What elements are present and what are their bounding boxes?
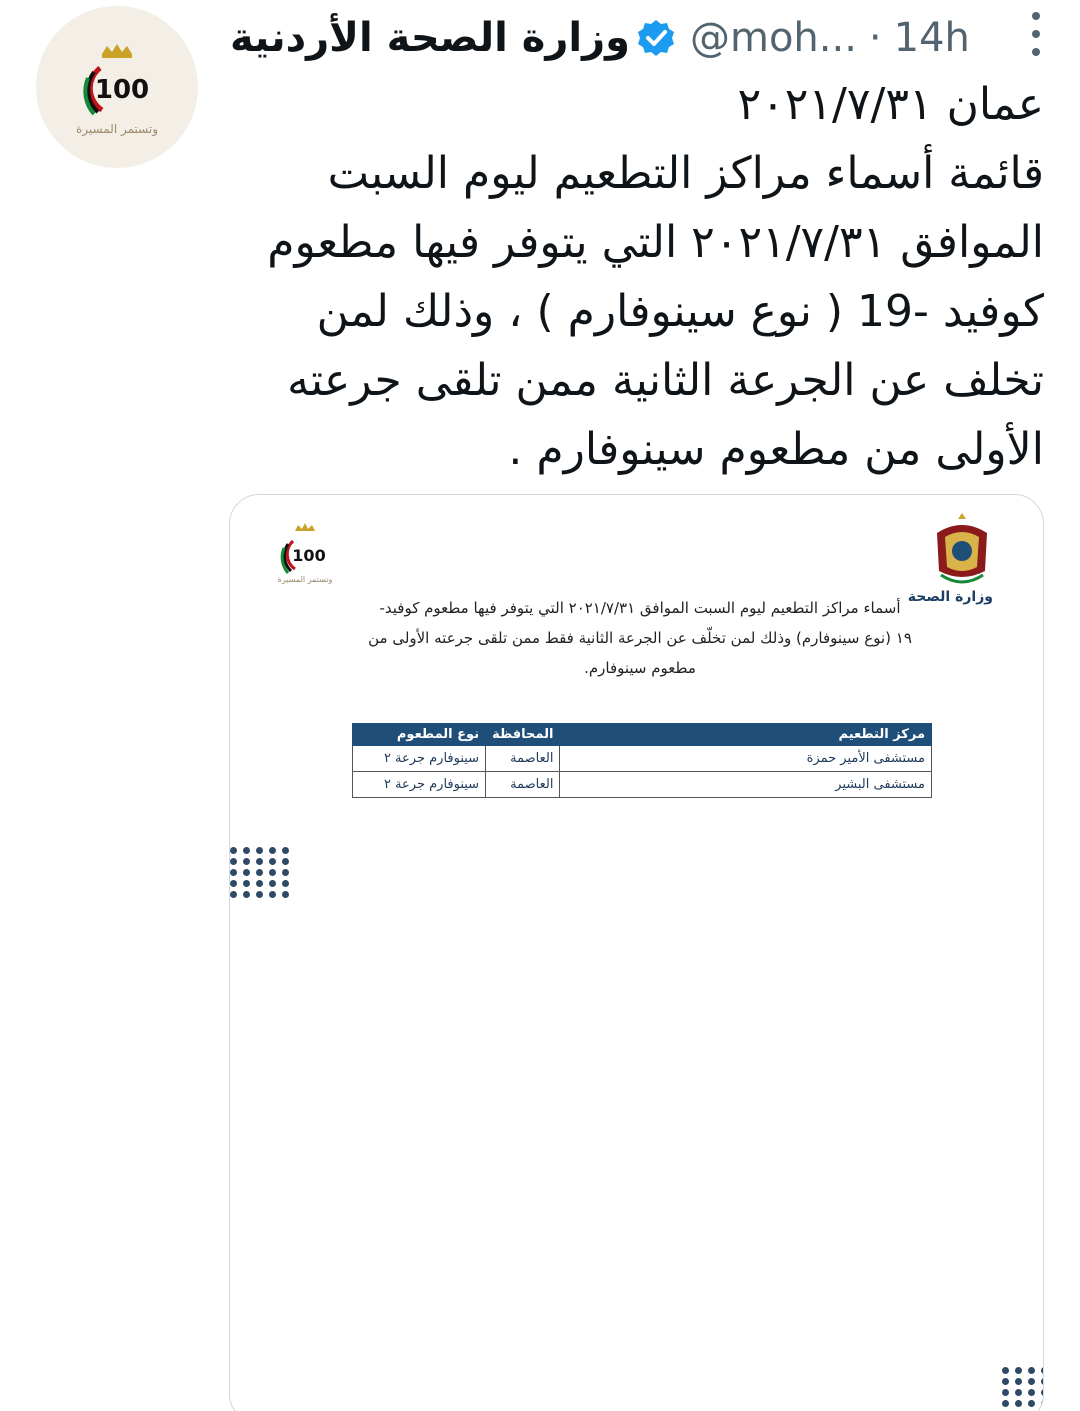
centennial-logo-icon <box>275 519 335 575</box>
tweet-line: كوفيد -19 ( نوع سينوفارم ) ، وذلك لمن <box>316 286 1044 337</box>
cell-center: مستشفى الأمير حمزة <box>560 746 932 772</box>
tweet-line: قائمة أسماء مراكز التطعيم ليوم السبت <box>327 148 1044 199</box>
tweet-line: تخلف عن الجرعة الثانية ممن تلقى جرعته <box>287 355 1044 406</box>
tweet-time[interactable]: 14h <box>893 15 970 61</box>
decorative-dots <box>230 847 291 898</box>
cell-vaccine-type: سينوفارم جرعة ٢ <box>353 772 486 798</box>
vaccination-centers-table <box>352 723 932 798</box>
profile-avatar[interactable] <box>36 6 198 168</box>
svg-text:100: 100 <box>94 75 150 105</box>
decorative-dots <box>1002 1367 1044 1407</box>
display-name[interactable]: وزارة الصحة الأردنية <box>230 15 630 61</box>
avatar-caption: وتستمر المسيرة <box>76 122 158 136</box>
tweet-header <box>230 8 1040 68</box>
cell-center: مستشفى البشير <box>560 772 932 798</box>
cell-governorate: العاصمة <box>486 772 560 798</box>
doc-paragraph-line: ١٩ (نوع سينوفارم) وذلك لمن تخلّف عن الجرعة الثانية فقط ممن تلقى جرعته الأولى من <box>368 629 912 647</box>
tweet-media-image[interactable] <box>229 494 1044 1411</box>
table-row <box>353 772 932 798</box>
more-options-icon[interactable] <box>1026 12 1046 56</box>
cell-vaccine-type: سينوفارم جرعة ٢ <box>353 746 486 772</box>
centennial-logo-icon <box>72 38 162 118</box>
doc-centennial-logo <box>270 519 340 599</box>
tweet-line: عمان ٢٠٢١/٧/٣١ <box>737 79 1044 130</box>
header-governorate: المحافظة <box>486 724 560 746</box>
doc-paragraph-line: أسماء مراكز التطعيم ليوم السبت الموافق ٢٠٢١/٧/٣١ التي يتوفر فيها مطعوم كوفيد- <box>379 599 901 617</box>
header-center: مركز التطعيم <box>560 724 932 746</box>
svg-text:100: 100 <box>292 546 326 565</box>
verified-badge-icon <box>636 18 676 58</box>
table-header-row <box>353 724 932 746</box>
ministry-emblem-icon <box>927 509 997 589</box>
doc-paragraph <box>320 593 960 683</box>
separator-dot: · <box>868 15 882 61</box>
tweet-line: الأولى من مطعوم سينوفارم . <box>508 424 1044 475</box>
tweet-line: الموافق ٢٠٢١/٧/٣١ التي يتوفر فيها مطعوم <box>267 217 1044 268</box>
doc-logo-caption: وتستمر المسيرة <box>277 575 333 584</box>
tweet-text <box>230 70 1044 484</box>
doc-ministry-label: وزارة الصحة <box>907 589 993 605</box>
doc-paragraph-line: مطعوم سينوفارم. <box>584 659 696 677</box>
header-vaccine-type: نوع المطعوم <box>353 724 486 746</box>
table-row <box>353 746 932 772</box>
user-handle[interactable]: @moh... <box>689 15 857 61</box>
cell-governorate: العاصمة <box>486 746 560 772</box>
